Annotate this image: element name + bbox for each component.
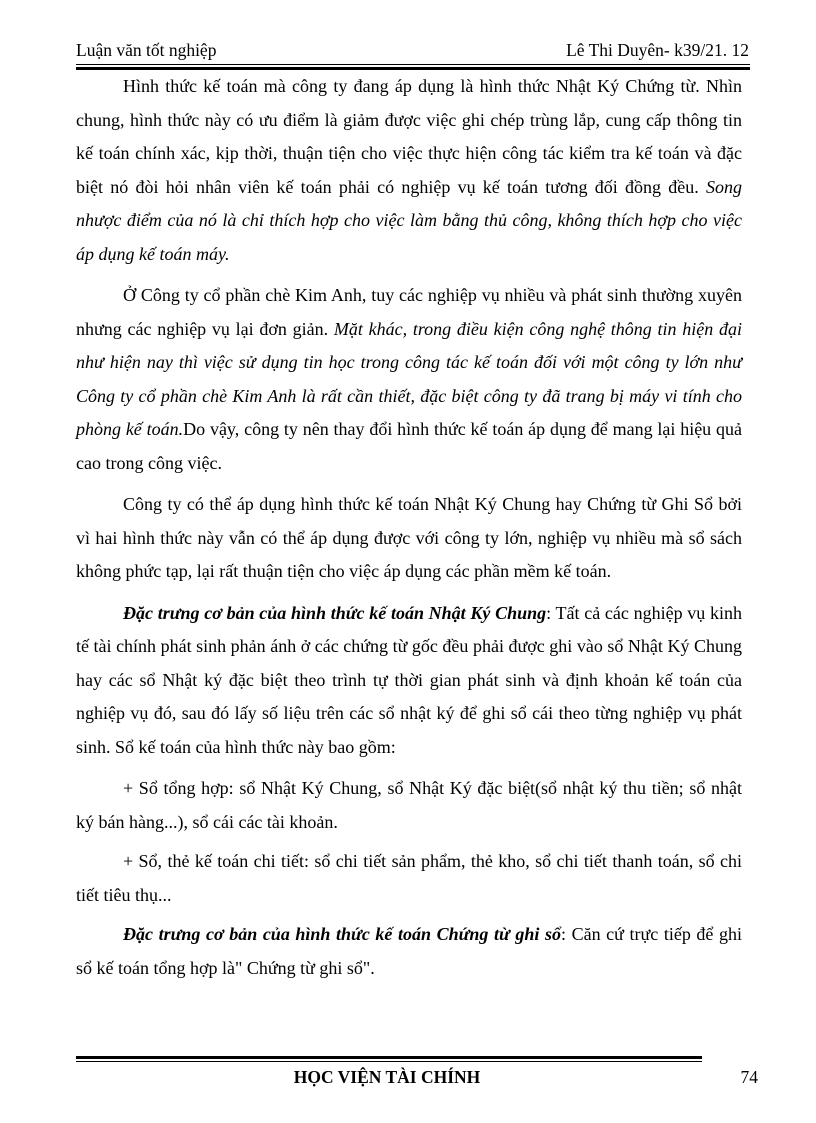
paragraph-text: + Sổ tổng hợp: sổ Nhật Ký Chung, sổ Nhật Ký đặc biệt(sổ nhật ký thu tiền; sổ nhật ký bán hàng...), sổ cái các tài khoản.	[76, 778, 742, 832]
paragraph-text: Hình thức kế toán mà công ty đang áp dụng là hình thức Nhật Ký Chứng từ. Nhìn chung, hình thức này có ưu điểm là giảm được việc ghi chép trùng lắp, cung cấp thông tin kế toán chính xác, kịp thời, thuận tiện cho việc thực hiện công tác kiểm tra kế toán và đặc biệt nó đòi hỏi nhân viên kế toán phải có nghiệp vụ kế toán tương đối đồng đều.	[76, 76, 742, 197]
paragraph-general-journal	[76, 597, 742, 765]
paragraph-heading: Đặc trưng cơ bản của hình thức kế toán Nhật Ký Chung	[123, 602, 547, 623]
paragraph-text: + Sổ, thẻ kế toán chi tiết: sổ chi tiết sản phẩm, thẻ kho, sổ chi tiết thanh toán, sổ chi tiết tiêu thụ...	[76, 851, 742, 905]
footer-divider-thin	[76, 1061, 702, 1062]
list-item-summary-books	[76, 772, 742, 839]
header-author: Lê Thi Duyên- k39/21. 12	[566, 40, 749, 60]
paragraph-text: Ở Công ty cổ phần chè Kim Anh, tuy các nghiệp vụ nhiều và phát sinh thường xuyên nhưng các nghiệp vụ lại đơn giản.	[76, 285, 742, 339]
page-number: 74	[740, 1067, 758, 1087]
document-body	[76, 70, 742, 993]
paragraph-heading: Đặc trưng cơ bản của hình thức kế toán Chứng từ ghi sổ	[123, 924, 561, 944]
paragraph-italic-text: Mặt khác, trong điều kiện công nghệ thông tin hiện đại như hiện nay thì việc sử dụng tin học trong công tác kế toán đối với một công ty lớn như Công ty cổ phần chè Kim Anh là rất cần thiết, đặc biệt công ty đã trang bị máy vi tính cho phòng kế toán.	[76, 318, 742, 439]
header-divider-thin	[76, 64, 750, 65]
paragraph-voucher-register	[76, 918, 742, 985]
paragraph-recommendation	[76, 488, 742, 589]
paragraph-text: Do vậy, công ty nên thay đổi hình thức kế toán áp dụng để mang lại hiệu quả cao trong công việc.	[76, 419, 742, 473]
page-footer	[76, 1064, 758, 1090]
paragraph-text: Công ty có thể áp dụng hình thức kế toán Nhật Ký Chung hay Chứng từ Ghi Sổ bởi vì hai hình thức này vẫn có thể áp dụng được với công ty lớn, nghiệp vụ nhiều mà sổ sách không phức tạp, lại rất thuận tiện cho việc áp dụng các phần mềm kế toán.	[76, 494, 742, 581]
header-thesis-label: Luận văn tốt nghiệp	[76, 40, 217, 60]
page-header	[76, 38, 749, 62]
paragraph-text: : Tất cả các nghiệp vụ kinh tế tài chính phát sinh phản ánh ở các chứng từ gốc đều phải được ghi vào sổ Nhật Ký Chung hay các sổ Nhật ký đặc biệt theo trình tự thời gian phát sinh và định khoản kế toán của nghiệp vụ đó, sau đó lấy số liệu trên các sổ nhật ký để ghi sổ cái theo từng nghiệp vụ phát sinh. Sổ kế toán của hình thức này bao gồm:	[76, 602, 743, 757]
footer-institution: HỌC VIỆN TÀI CHÍNH	[293, 1067, 481, 1087]
paragraph-company-situation	[76, 279, 742, 480]
paragraph-text: : Căn cứ trực tiếp để ghi sổ kế toán tổng hợp là" Chứng từ ghi sổ".	[76, 924, 742, 978]
paragraph-accounting-form	[76, 70, 742, 271]
list-item-detail-books	[76, 845, 742, 912]
footer-divider-thick	[76, 1056, 702, 1059]
paragraph-italic-text: Song nhược điểm của nó là chỉ thích hợp cho việc làm bằng thủ công, không thích hợp cho việc áp dụng kế toán máy.	[76, 176, 742, 264]
